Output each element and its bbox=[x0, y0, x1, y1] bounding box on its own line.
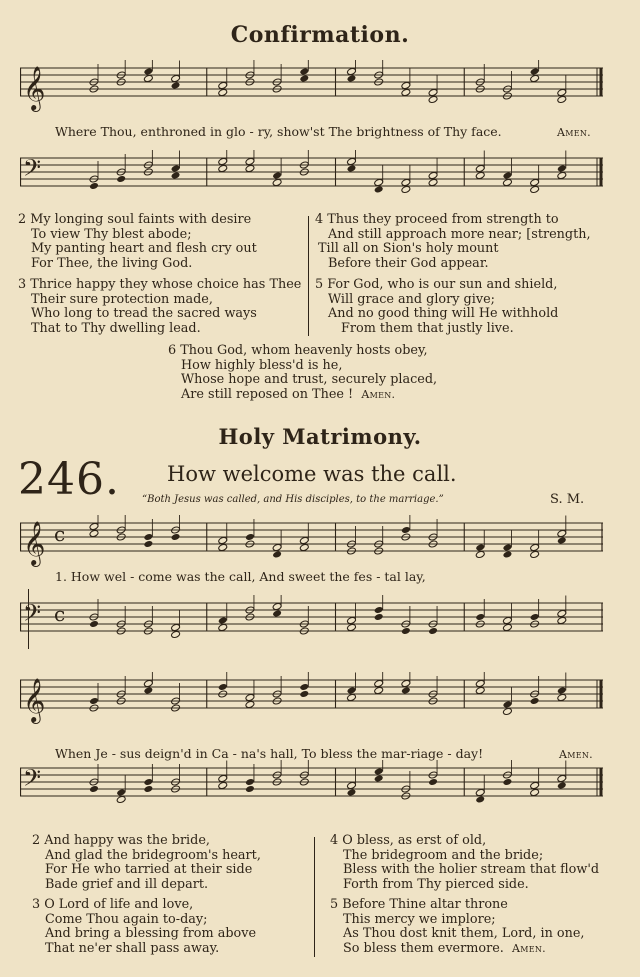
music-staff-bass-1 bbox=[20, 150, 605, 205]
note-head bbox=[171, 171, 181, 179]
note-head bbox=[530, 788, 540, 796]
note-head bbox=[89, 620, 99, 628]
note-head bbox=[171, 630, 181, 638]
amen-label: Amen. bbox=[557, 126, 591, 139]
verse-line: From them that justly live. bbox=[341, 320, 514, 336]
verse-6 bbox=[168, 344, 468, 402]
note-head bbox=[503, 778, 513, 786]
note-head bbox=[245, 157, 255, 165]
note-head bbox=[475, 171, 485, 179]
verse-line: Bade grief and ill depart. bbox=[45, 876, 209, 892]
note-head bbox=[245, 693, 255, 701]
note-head bbox=[557, 609, 567, 617]
verse-line: To view Thy blest abode; bbox=[31, 226, 192, 242]
note-head bbox=[374, 767, 384, 775]
verse-line: Whose hope and trust, securely placed, bbox=[181, 372, 438, 387]
amen-label: Amen. bbox=[512, 941, 546, 955]
note-head bbox=[89, 529, 99, 537]
lyric-line: Where Thou, enthroned in glo - ry, show'st The brightness of Thy face. bbox=[55, 124, 502, 139]
note-head bbox=[347, 67, 357, 75]
verse-line: And still approach more near; [strength, bbox=[328, 226, 591, 242]
verse-3 bbox=[32, 898, 312, 956]
note-head bbox=[143, 679, 153, 687]
verse-2 bbox=[18, 213, 303, 271]
note-head bbox=[218, 774, 228, 782]
note-head bbox=[374, 679, 384, 687]
note-head bbox=[299, 690, 309, 698]
verse-line: 5 Before Thine altar throne bbox=[330, 897, 508, 912]
note-head bbox=[347, 693, 357, 701]
note-head bbox=[428, 95, 438, 103]
verse-line: Before their God appear. bbox=[328, 255, 489, 271]
note-head bbox=[245, 164, 255, 172]
verse-5 bbox=[315, 278, 615, 336]
verses-right-column bbox=[330, 834, 630, 956]
note-head bbox=[347, 788, 357, 796]
music-staff-bass-2 bbox=[20, 595, 605, 650]
verse-line: Forth from Thy pierced side. bbox=[343, 876, 529, 892]
note-head bbox=[143, 67, 153, 75]
column-divider bbox=[314, 837, 315, 957]
note-head bbox=[530, 185, 540, 193]
treble-clef-icon: 𝄞 bbox=[23, 678, 46, 722]
note-head bbox=[89, 697, 99, 705]
note-head bbox=[218, 623, 228, 631]
section-heading-confirmation: Confirmation. bbox=[230, 22, 410, 48]
note-head bbox=[272, 178, 282, 186]
note-head bbox=[245, 700, 255, 708]
amen-label: Amen. bbox=[559, 748, 593, 761]
note-head bbox=[401, 88, 411, 96]
verse-line: 2 And happy was the bride, bbox=[32, 833, 210, 848]
verses-left-column bbox=[18, 213, 303, 336]
note-head bbox=[299, 683, 309, 691]
note-head bbox=[299, 536, 309, 544]
verse-line: The bridegroom and the bride; bbox=[343, 847, 544, 863]
verse-line: And no good thing will He withhold bbox=[328, 306, 559, 321]
note-head bbox=[530, 550, 540, 558]
verse-line: That to Thy dwelling lead. bbox=[31, 320, 201, 336]
music-staff-treble-1 bbox=[20, 60, 605, 115]
note-head bbox=[116, 788, 126, 796]
note-head bbox=[428, 178, 438, 186]
note-head bbox=[503, 550, 513, 558]
note-head bbox=[530, 781, 540, 789]
column-divider bbox=[308, 216, 309, 336]
music-staff-treble-3 bbox=[20, 672, 605, 727]
note-head bbox=[218, 81, 228, 89]
note-head bbox=[272, 171, 282, 179]
common-time-icon: c bbox=[54, 522, 66, 547]
note-head bbox=[503, 171, 513, 179]
note-head bbox=[218, 616, 228, 624]
verse-line: And bring a blessing from above bbox=[45, 926, 257, 941]
note-head bbox=[272, 550, 282, 558]
note-head bbox=[218, 88, 228, 96]
note-head bbox=[272, 609, 282, 617]
verse-line: 4 Thus they proceed from strength to bbox=[315, 212, 559, 227]
note-head bbox=[245, 778, 255, 786]
note-head bbox=[171, 74, 181, 82]
note-head bbox=[530, 543, 540, 551]
note-head bbox=[428, 171, 438, 179]
note-head bbox=[218, 543, 228, 551]
note-head bbox=[218, 536, 228, 544]
note-head bbox=[116, 175, 126, 183]
lyric-line: 1. How wel - come was the call, And sweet the fes - tal lay, bbox=[55, 569, 426, 584]
verse-line: Till all on Sion's holy mount bbox=[318, 241, 499, 256]
note-head bbox=[347, 781, 357, 789]
verse-line: 2 My longing soul faints with desire bbox=[18, 212, 252, 227]
verse-line: 3 O Lord of life and love, bbox=[32, 897, 194, 912]
bass-clef-icon: 𝄢 bbox=[23, 154, 42, 187]
note-head bbox=[245, 533, 255, 541]
verse-line: 3 Thrice happy they whose choice has Thee bbox=[18, 277, 302, 292]
verse-line: 5 For God, who is our sun and shield, bbox=[315, 277, 558, 292]
note-head bbox=[530, 67, 540, 75]
verse-line: And glad the bridegroom's heart, bbox=[45, 847, 261, 863]
note-head bbox=[428, 778, 438, 786]
verse-3 bbox=[18, 278, 303, 336]
note-head bbox=[401, 679, 411, 687]
note-head bbox=[503, 700, 513, 708]
note-head bbox=[143, 74, 153, 82]
lyric-line: When Je - sus deign'd in Ca - na's hall, To bless the mar-riage - day! bbox=[55, 746, 484, 761]
note-head bbox=[374, 613, 384, 621]
note-head bbox=[557, 536, 567, 544]
verse-line: How highly bless'd is he, bbox=[181, 357, 343, 373]
note-head bbox=[171, 164, 181, 172]
verse-line: This mercy we implore; bbox=[343, 911, 496, 927]
bass-clef-icon: 𝄢 bbox=[23, 764, 42, 797]
note-head bbox=[374, 774, 384, 782]
note-head bbox=[299, 67, 309, 75]
note-head bbox=[428, 627, 438, 635]
note-head bbox=[89, 522, 99, 530]
note-head bbox=[503, 543, 513, 551]
note-head bbox=[401, 526, 411, 534]
hymn-number: 246. bbox=[18, 454, 120, 505]
note-head bbox=[299, 543, 309, 551]
note-head bbox=[347, 686, 357, 694]
note-head bbox=[557, 88, 567, 96]
note-head bbox=[475, 543, 485, 551]
common-time-icon: c bbox=[54, 602, 66, 627]
note-head bbox=[272, 602, 282, 610]
note-head bbox=[218, 164, 228, 172]
note-head bbox=[503, 707, 513, 715]
note-head bbox=[530, 613, 540, 621]
note-head bbox=[401, 178, 411, 186]
verse-2 bbox=[32, 834, 312, 892]
epigraph: “Both Jesus was called, and His disciples, to the marriage.” bbox=[142, 494, 444, 505]
verse-line: Bless with the holier stream that flow'd bbox=[343, 862, 600, 877]
verse-line: 6 Thou God, whom heavenly hosts obey, bbox=[168, 343, 428, 358]
note-head bbox=[218, 781, 228, 789]
bass-clef-icon: 𝄢 bbox=[23, 599, 42, 632]
verse-line: Will grace and glory give; bbox=[328, 291, 495, 307]
verse-line: My panting heart and flesh cry out bbox=[31, 241, 257, 256]
note-head bbox=[347, 623, 357, 631]
note-head bbox=[557, 781, 567, 789]
note-head bbox=[347, 164, 357, 172]
note-head bbox=[530, 74, 540, 82]
note-head bbox=[143, 785, 153, 793]
note-head bbox=[475, 788, 485, 796]
treble-clef-icon: 𝄞 bbox=[23, 521, 46, 565]
note-head bbox=[475, 795, 485, 803]
section-heading-holy-matrimony: Holy Matrimony. bbox=[218, 424, 422, 449]
note-head bbox=[557, 164, 567, 172]
note-head bbox=[89, 785, 99, 793]
verse-4 bbox=[330, 834, 630, 892]
verse-line: For Thee, the living God. bbox=[31, 255, 193, 271]
note-head bbox=[171, 81, 181, 89]
note-head bbox=[374, 178, 384, 186]
treble-clef-icon: 𝄞 bbox=[23, 66, 46, 110]
meter-label: S. M. bbox=[550, 492, 585, 507]
note-head bbox=[143, 540, 153, 548]
verse-line: 4 O bless, as erst of old, bbox=[330, 833, 487, 848]
verse-line: Who long to tread the sacred ways bbox=[31, 306, 257, 321]
note-head bbox=[475, 613, 485, 621]
note-head bbox=[475, 550, 485, 558]
note-head bbox=[401, 686, 411, 694]
note-head bbox=[557, 529, 567, 537]
note-head bbox=[557, 95, 567, 103]
verses-right-column bbox=[315, 213, 615, 336]
note-head bbox=[503, 178, 513, 186]
note-head bbox=[475, 679, 485, 687]
note-head bbox=[218, 157, 228, 165]
note-head bbox=[245, 785, 255, 793]
note-head bbox=[374, 686, 384, 694]
verse-5 bbox=[330, 898, 630, 956]
note-head bbox=[557, 774, 567, 782]
verse-line: Come Thou again to-day; bbox=[45, 911, 208, 927]
note-head bbox=[171, 533, 181, 541]
note-head bbox=[218, 683, 228, 691]
note-head bbox=[530, 697, 540, 705]
note-head bbox=[347, 616, 357, 624]
hymn-title: How welcome was the call. bbox=[167, 462, 457, 486]
verse-line: So bless them evermore. bbox=[343, 940, 504, 956]
verses-left-column bbox=[32, 834, 312, 956]
note-head bbox=[374, 606, 384, 614]
note-head bbox=[299, 74, 309, 82]
note-head bbox=[401, 627, 411, 635]
note-head bbox=[347, 74, 357, 82]
note-head bbox=[530, 178, 540, 186]
music-staff-treble-2 bbox=[20, 515, 605, 570]
note-head bbox=[171, 623, 181, 631]
note-head bbox=[347, 157, 357, 165]
note-head bbox=[272, 543, 282, 551]
note-head bbox=[475, 686, 485, 694]
verse-line: Are still reposed on Thee ! bbox=[181, 386, 354, 402]
note-head bbox=[143, 533, 153, 541]
verse-4 bbox=[315, 213, 615, 271]
note-head bbox=[557, 693, 567, 701]
note-head bbox=[557, 616, 567, 624]
note-head bbox=[503, 623, 513, 631]
note-head bbox=[557, 686, 567, 694]
verse-line: Their sure protection made, bbox=[31, 291, 213, 307]
note-head bbox=[143, 778, 153, 786]
note-head bbox=[89, 182, 99, 190]
note-head bbox=[557, 171, 567, 179]
note-head bbox=[401, 81, 411, 89]
note-head bbox=[143, 686, 153, 694]
note-head bbox=[503, 616, 513, 624]
note-head bbox=[116, 795, 126, 803]
verse-line: For He who tarried at their side bbox=[45, 862, 253, 877]
note-head bbox=[428, 88, 438, 96]
verse-line: That ne'er shall pass away. bbox=[45, 940, 220, 956]
amen-label: Amen. bbox=[361, 387, 396, 401]
music-staff-bass-3 bbox=[20, 760, 605, 815]
note-head bbox=[401, 185, 411, 193]
verse-line: As Thou dost knit them, Lord, in one, bbox=[343, 926, 585, 941]
note-head bbox=[374, 185, 384, 193]
note-head bbox=[475, 164, 485, 172]
